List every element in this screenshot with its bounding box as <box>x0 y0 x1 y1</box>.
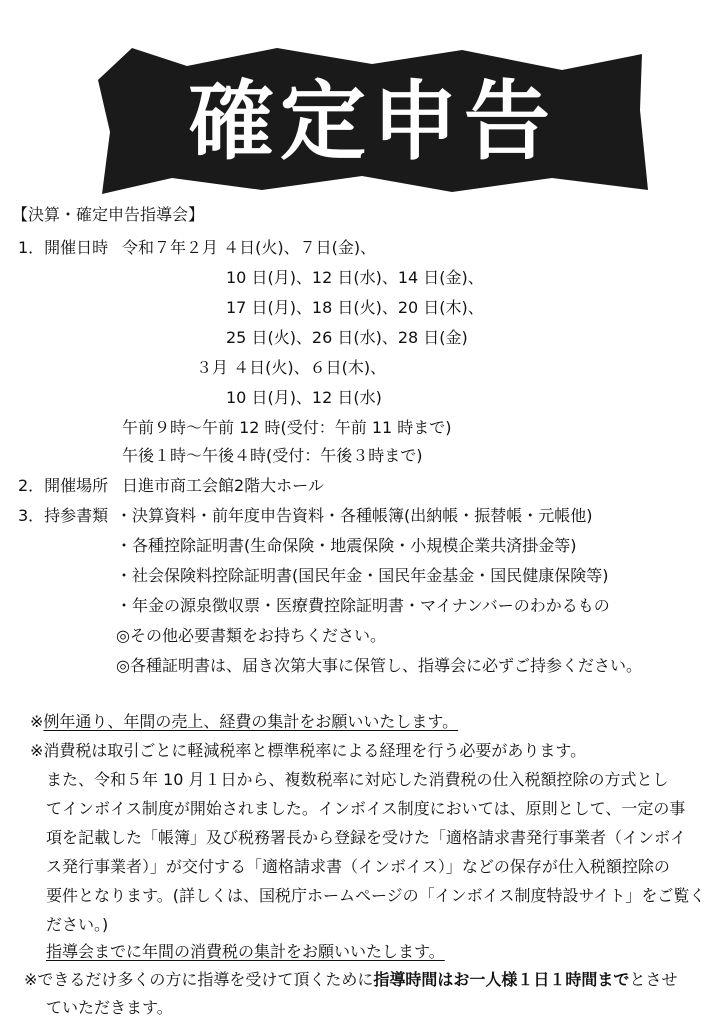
title-banner <box>92 40 652 200</box>
document-line: ・社会保険料控除証明書(国民年金・国民年金基金・国民健康保険等) <box>116 566 609 585</box>
note-2-first: ※消費税は取引ごとに軽減税率と標準税率による経理を行う必要があります。 <box>30 741 587 760</box>
note-1 <box>30 712 458 732</box>
note-3-bold: 指導時間はお一人様１日１時間まで <box>373 970 630 989</box>
section-heading: 【決算・確定申告指導会】 <box>12 205 205 224</box>
note-3-line2: ていただきます。 <box>46 998 173 1017</box>
date-line: 10 日(月)、12 日(水)、14 日(金)、 <box>226 268 484 287</box>
note-mark: ※ <box>30 712 44 731</box>
date-line: 17 日(月)、18 日(火)、20 日(木)、 <box>226 298 484 317</box>
document-line: ◎その他必要書類をお持ちください。 <box>116 626 386 645</box>
note-2-body: 要件となります。(詳しくは、国税庁ホームページの「インボイス制度特設サイト」をご覧く <box>46 886 706 905</box>
document-line: ・各種控除証明書(生命保険・地震保険・小規模企業共済掛金等) <box>116 536 577 555</box>
note-2-body: ス発行事業者）」が交付する「適格請求書（インボイス）」などの保存が仕入税額控除の <box>46 857 670 876</box>
note-1-text: 例年通り、年間の売上、経費の集計をお願いいたします。 <box>43 712 459 731</box>
note-2-body: ださい。) <box>46 915 109 934</box>
note-2-emphasis: 指導会までに年間の消費税の集計をお願いいたします。 <box>46 942 445 961</box>
document-line: ◎各種証明書は、届き次第大事に保管し、指導会に必ずご持参ください。 <box>116 656 642 675</box>
note-2-body: また、令和５年 10 月１日から、複数税率に対応した消費税の仕入税額控除の方式とし <box>46 770 669 789</box>
note-3-prefix: ※できるだけ多くの方に指導を受けて頂くために <box>24 970 374 989</box>
item2-label: 2．開催場所 <box>18 476 109 495</box>
note-3-suffix: とさせ <box>629 970 678 989</box>
time-line: 午後１時～午後４時(受付：午後３時まで) <box>122 446 423 465</box>
item3-label: 3．持参書類 <box>18 506 109 525</box>
note-2-body: てインボイス制度が開始されました。インボイス制度においては、原則として、一定の事 <box>46 799 686 818</box>
note-3 <box>24 970 677 990</box>
date-line: 10 日(月)、12 日(水) <box>226 388 382 407</box>
note-2-body: 項を記載した「帳簿」及び税務署長から登録を受けた「適格請求書発行事業者（インボイ <box>46 828 687 847</box>
date-line: ３月 ４日(火)、６日(木)、 <box>196 358 387 377</box>
page-title: 確定申告 <box>188 72 556 172</box>
date-line: 25 日(火)、26 日(水)、28 日(金) <box>226 328 468 347</box>
item1-label: 1．開催日時 <box>18 238 109 257</box>
document-line: ・年金の源泉徴収票・医療費控除証明書・マイナンバーのわかるもの <box>116 596 610 615</box>
venue: 日進市商工会館2階大ホール <box>122 476 324 495</box>
document-line: ・決算資料・前年度申告資料・各種帳簿(出納帳・振替帳・元帳他) <box>116 506 593 525</box>
date-line: 令和７年２月 ４日(火)、７日(金)、 <box>122 238 377 257</box>
time-line: 午前９時～午前 12 時(受付：午前 11 時まで) <box>122 418 452 437</box>
